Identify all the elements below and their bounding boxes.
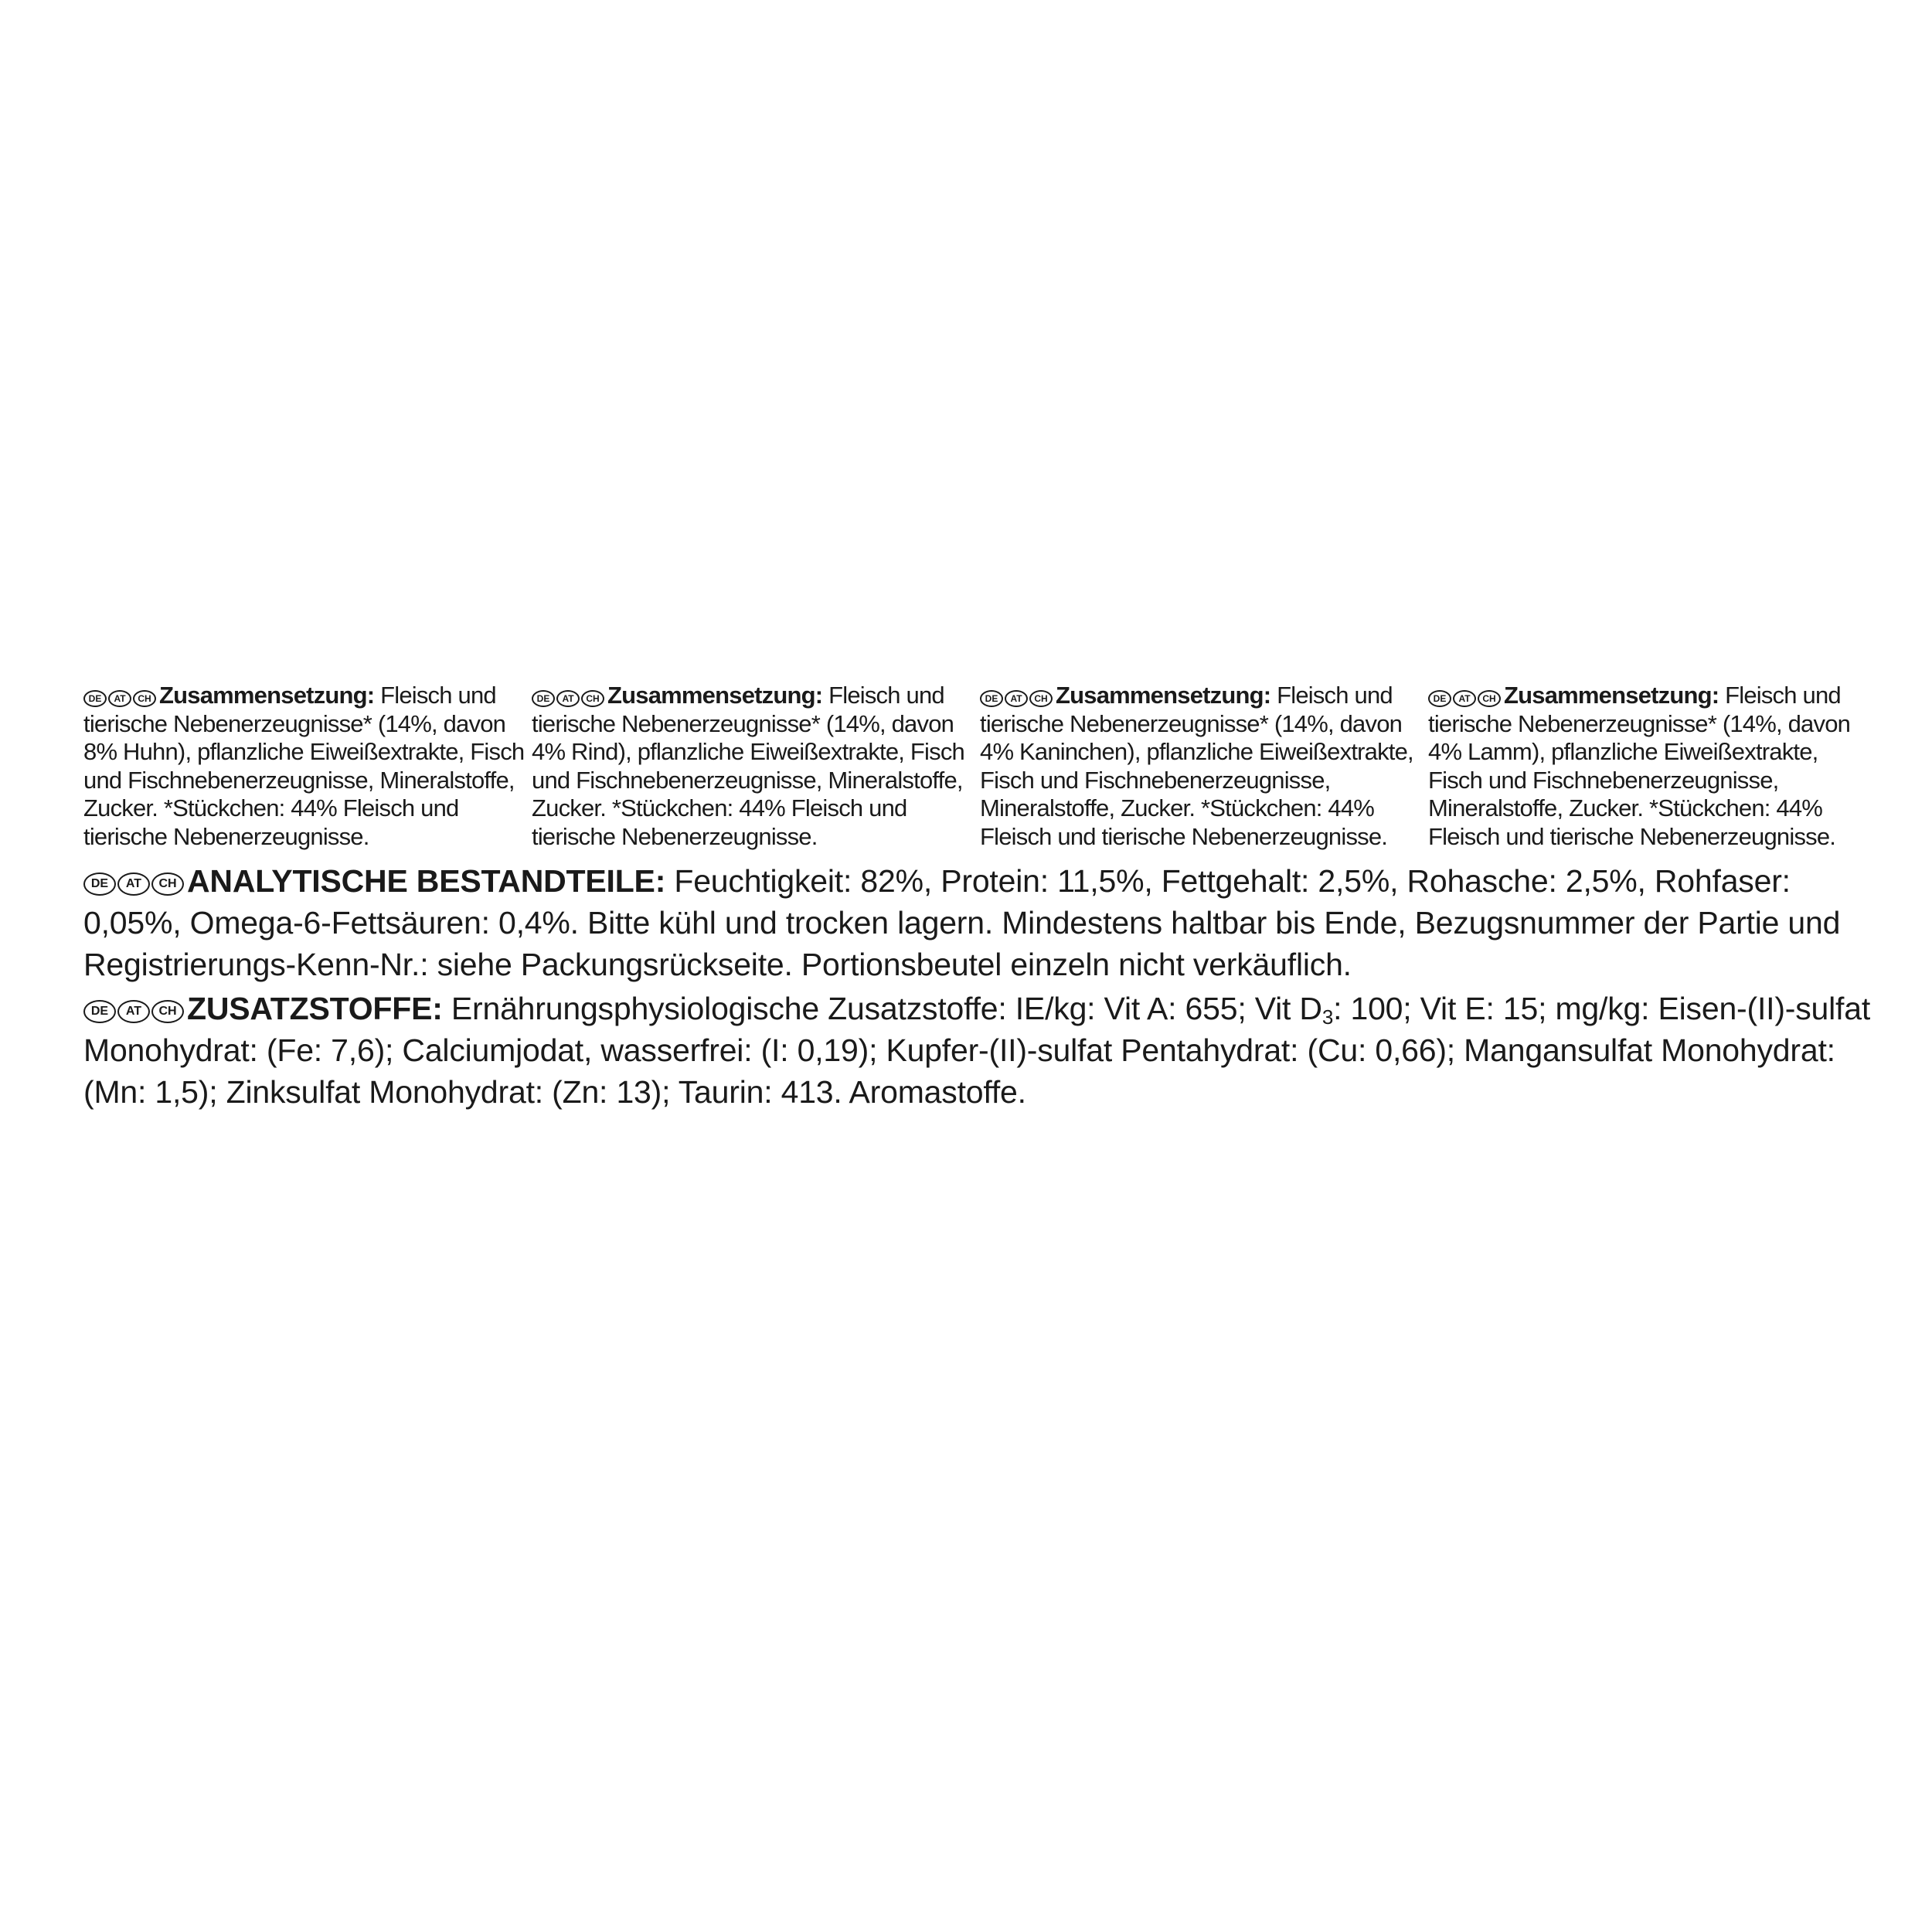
analytical-text: Feuchtigkeit: 82%, Protein: 11,5%, Fettgehalt: 2,5%, Rohasche: 2,5%, Rohfaser: 0,05%, Omega-6-Fettsäuren: 0,4%. Bitte kühl und trocken lagern. Mindestens haltbar bis Ende, Bezugsnummer der Partie und Registrierungs-Kenn-Nr.: siehe Packungsrückseite. Portionsbeutel einzeln nicht verkäuflich. <box>83 863 1841 982</box>
analytical-heading: ANALYTISCHE BESTANDTEILE: <box>187 863 666 899</box>
badge-de: DE <box>1428 690 1451 707</box>
badge-at: AT <box>1005 690 1028 707</box>
badge-ch: CH <box>1478 690 1501 707</box>
badge-de: DE <box>83 872 116 896</box>
composition-beef <box>532 680 980 851</box>
country-badges <box>532 680 606 709</box>
badge-de: DE <box>532 690 555 707</box>
composition-text: Fleisch und tierische Nebenerzeugnisse* (14%, davon 8% Huhn), pflanzliche Eiweißextrakte, Fisch und Fischnebenerzeugnisse, Mineralstoffe, Zucker. *Stückchen: 44% Fleisch und tierische Nebenerzeugnisse. <box>83 682 525 850</box>
country-badges <box>1428 680 1502 709</box>
country-badges <box>83 680 158 709</box>
composition-heading: Zusammensetzung: <box>1504 682 1719 709</box>
badge-ch: CH <box>1029 690 1053 707</box>
badge-at: AT <box>1453 690 1476 707</box>
badge-de: DE <box>83 1000 116 1023</box>
additives-heading: ZUSATZSTOFFE: <box>187 991 443 1026</box>
country-badges <box>83 986 185 1028</box>
additives-text-continued: : 100; Vit E: 15; mg/kg: Eisen-(II)-sulfat Monohydrat: (Fe: 7,6); Calciumjodat, wasserfrei: (I: 0,19); Kupfer-(II)-sulfat Pentahydrat: (Cu: 0,66); Mangansulfat Monohydrat: (Mn: 1,5); Zinksulfat Monohydrat: (Zn: 13); Taurin: 413. Aromastoffe. <box>83 991 1871 1110</box>
badge-at: AT <box>108 690 131 707</box>
composition-row <box>83 680 1876 851</box>
badge-ch: CH <box>581 690 604 707</box>
composition-lamb <box>1428 680 1876 851</box>
badge-de: DE <box>980 690 1003 707</box>
composition-text: Fleisch und tierische Nebenerzeugnisse* (14%, davon 4% Lamm), pflanzliche Eiweißextrakte, Fisch und Fischnebenerzeugnisse, Mineralstoffe, Zucker. *Stückchen: 44% Fleisch und tierische Nebenerzeugnisse. <box>1428 682 1851 850</box>
country-badges <box>83 859 185 900</box>
badge-at: AT <box>117 1000 150 1023</box>
badge-at: AT <box>117 872 150 896</box>
composition-text: Fleisch und tierische Nebenerzeugnisse* (14%, davon 4% Rind), pflanzliche Eiweißextrakte, Fisch und Fischnebenerzeugnisse, Mineralstoffe, Zucker. *Stückchen: 44% Fleisch und tierische Nebenerzeugnisse. <box>532 682 964 850</box>
composition-heading: Zusammensetzung: <box>159 682 375 709</box>
ingredient-label <box>83 680 1876 1113</box>
badge-ch: CH <box>133 690 156 707</box>
country-badges <box>980 680 1054 709</box>
composition-rabbit <box>980 680 1428 851</box>
vitamin-d-subscript: 3 <box>1321 1005 1334 1029</box>
badge-ch: CH <box>151 1000 184 1023</box>
badge-ch: CH <box>151 872 184 896</box>
composition-chicken <box>83 680 532 851</box>
badge-at: AT <box>556 690 580 707</box>
composition-text: Fleisch und tierische Nebenerzeugnisse* (14%, davon 4% Kaninchen), pflanzliche Eiweißextrakte, Fisch und Fischnebenerzeugnisse, Mineralstoffe, Zucker. *Stückchen: 44% Fleisch und tierische Nebenerzeugnisse. <box>980 682 1413 850</box>
badge-de: DE <box>83 690 107 707</box>
additives <box>83 986 1876 1113</box>
composition-heading: Zusammensetzung: <box>1056 682 1271 709</box>
additives-text: Ernährungsphysiologische Zusatzstoffe: IE/kg: Vit A: 655; Vit D <box>442 991 1322 1026</box>
analytical-constituents <box>83 859 1876 985</box>
composition-heading: Zusammensetzung: <box>607 682 823 709</box>
